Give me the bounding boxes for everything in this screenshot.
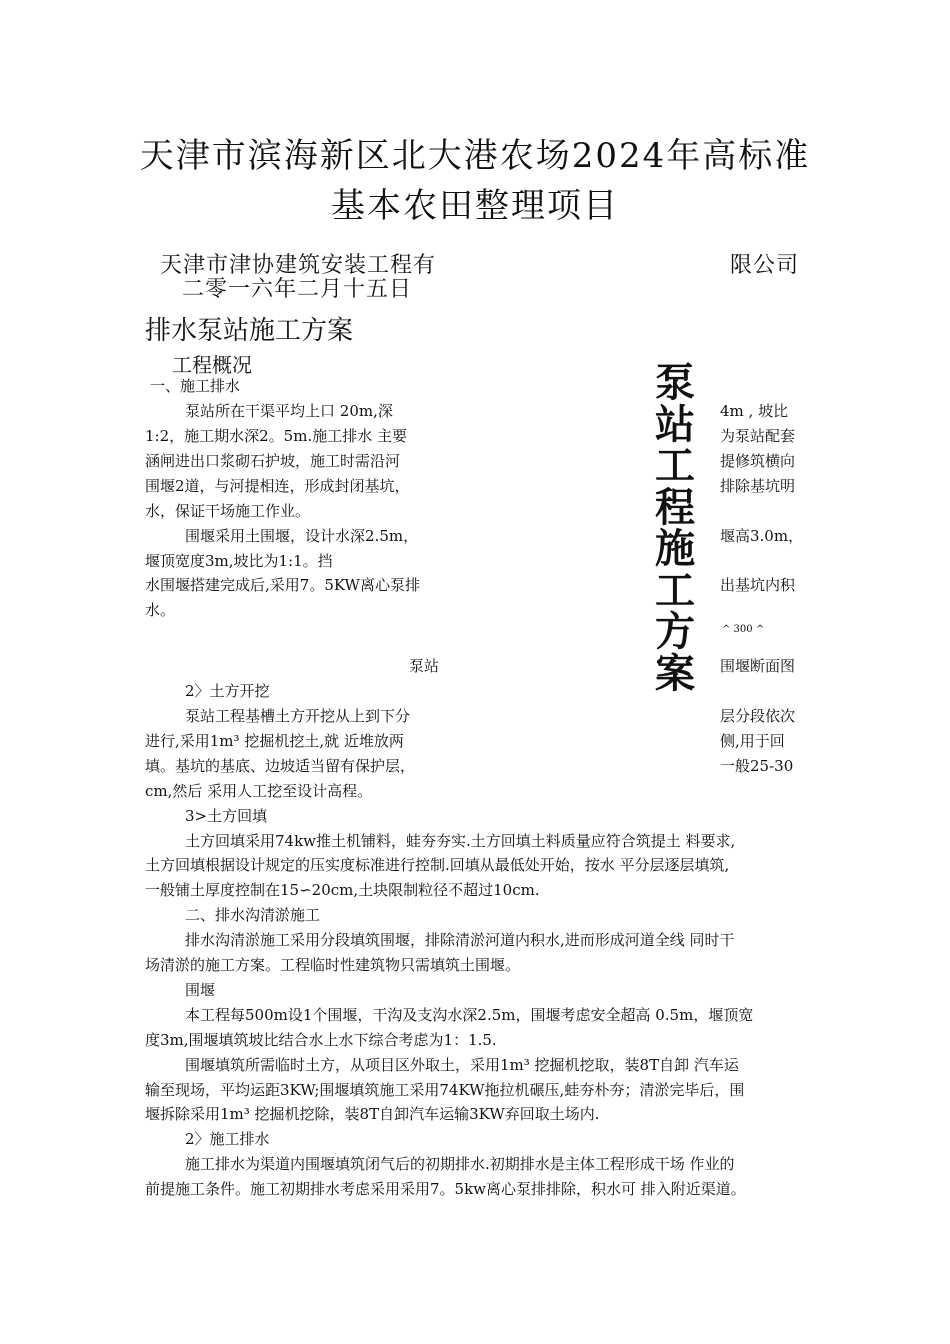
- paragraph-line-left: cm,然后 采用人工挖至设计高程。: [145, 782, 373, 800]
- paragraph-line-right: 为泵站配套: [720, 427, 796, 445]
- paragraph-line: 一般铺土厚度控制在15∽20cm,土块限制粒径不超过10cm.: [145, 881, 540, 899]
- document-title-line1: 天津市滨海新区北大港农场2024年高标准: [139, 136, 811, 176]
- paragraph-line-right: 提修筑横向: [720, 452, 796, 470]
- vertical-char: 工: [655, 442, 695, 489]
- vertical-char: 程: [655, 483, 695, 531]
- section-heading: 二、排水沟清淤施工: [185, 906, 321, 924]
- paragraph-line-right: 4m , 坡比: [720, 402, 789, 420]
- section-heading: 3>土方回填: [185, 807, 268, 825]
- section-heading: 2〉施工排水: [185, 1130, 270, 1148]
- paragraph-line-right: 层分段依次: [720, 707, 796, 725]
- vertical-char: 施: [655, 525, 695, 572]
- paragraph-line-left: 填。基坑的基底、边坡适当留有保护层，: [145, 757, 416, 775]
- paragraph-line-left: 水，保证干场施工作业。: [145, 502, 311, 520]
- document-title-line2: 基本农田整理项目: [331, 186, 619, 226]
- paragraph-line-left: 涵闸进出口浆砌石护坡，施工时需沿河: [145, 452, 401, 470]
- paragraph-line: 堰拆除采用1m³ 挖掘机挖除，装8T自卸汽车运输3KW弃回取土场内.: [145, 1105, 600, 1123]
- company-name-right: 限公司: [730, 253, 800, 278]
- paragraph-line: 施工排水为渠道内围堰填筑闭气后的初期排水.初期排水是主体工程形成干场 作业的: [185, 1155, 735, 1173]
- paragraph-line: 围堰填筑所需临时土方，从项目区外取土，采用1m³ 挖掘机挖取，装8T自卸 汽车运: [185, 1056, 739, 1074]
- vertical-char: 站: [655, 400, 695, 448]
- plan-title: 排水泵站施工方案: [145, 316, 354, 346]
- paragraph-line: 场清淤的施工方案。工程临时性建筑物只需填筑土围堰。: [145, 956, 521, 974]
- company-name-left: 天津市津协建筑安装工程有: [160, 253, 437, 278]
- paragraph-line: 排水沟清淤施工采用分段填筑围堰，排除清淤河道内积水,进而形成河道全线 同时干: [185, 931, 735, 949]
- figure-label-pump: 泵站: [409, 657, 440, 675]
- paragraph-line-left: 围堰采用土围堰，设计水深2.5m，: [185, 527, 419, 545]
- vertical-title: [650, 359, 700, 697]
- paragraph-line: 土方回填采用74kw推土机铺料，蛙夯夯实.土方回填土料质量应符合筑提土 料要求,: [185, 832, 736, 850]
- figure-label-cross-section: 围堰断面图: [720, 657, 796, 675]
- paragraph-line: 土方回填根据设计规定的压实度标准进行控制.回填从最低处开始，按水 平分层逐层填筑,: [145, 856, 730, 874]
- paragraph-line-left: 堰顶宽度3m,坡比为1:1。挡: [145, 552, 333, 570]
- paragraph-line-right: 一般25-30: [720, 757, 794, 775]
- paragraph-line: 前提施工条件。施工初期排水考虑采用采用7。5kw离心泵排排除，积水可 排入附近渠道。: [145, 1180, 746, 1198]
- paragraph-line: 度3m,围堰填筑坡比结合水上水下综合考虑为1：1.5.: [145, 1031, 497, 1049]
- paragraph-line-right: 堰高3.0m，: [720, 527, 804, 545]
- paragraph-line-left: 泵站工程基槽土方开挖从上到下分: [185, 707, 411, 725]
- vertical-char: 泵: [655, 359, 695, 406]
- document-date: 二零一六年二月十五日: [182, 277, 413, 302]
- paragraph-line-right: 出基坑内积: [720, 576, 796, 594]
- vertical-char: 方: [655, 608, 695, 655]
- paragraph-line-left: 围堰2道，与河提相连，形成封闭基坑，: [145, 477, 410, 495]
- paragraph-line-left: 1:2，施工期水深2。5m.施工排水 主要: [145, 427, 407, 445]
- paragraph-line-right: 排除基坑明: [720, 477, 796, 495]
- section-heading: 围堰: [185, 981, 216, 999]
- paragraph-line-right: 侧,用于回: [720, 732, 785, 750]
- section-heading: 2〉土方开挖: [185, 682, 270, 700]
- paragraph-line-left: 水。: [145, 601, 176, 619]
- paragraph-line-left: 泵站所在干渠平均上口 20m,深: [185, 402, 393, 420]
- paragraph-line: 输至现场，平均运距3KW;围堰填筑施工采用74KW拖拉机碾压,蛙夯朴夯；清淤完毕后，围: [145, 1081, 745, 1099]
- paragraph-line-left: 水围堰搭建完成后,采用7。5KW离心泵排: [145, 576, 420, 594]
- figure-dimension-mark: ^ 300 ^: [722, 624, 765, 635]
- paragraph-line-left: 进行,采用1m³ 挖掘机挖土,就 近堆放两: [145, 732, 404, 750]
- vertical-char: 案: [655, 649, 695, 697]
- paragraph-line: 本工程每500m设1个围堰，干沟及支沟水深2.5m，围堰考虑安全超高 0.5m，堰顶宽: [185, 1006, 754, 1024]
- overview-heading: 工程概况: [172, 353, 252, 377]
- vertical-char: 工: [655, 566, 695, 614]
- section-heading: 一、施工排水: [150, 377, 241, 395]
